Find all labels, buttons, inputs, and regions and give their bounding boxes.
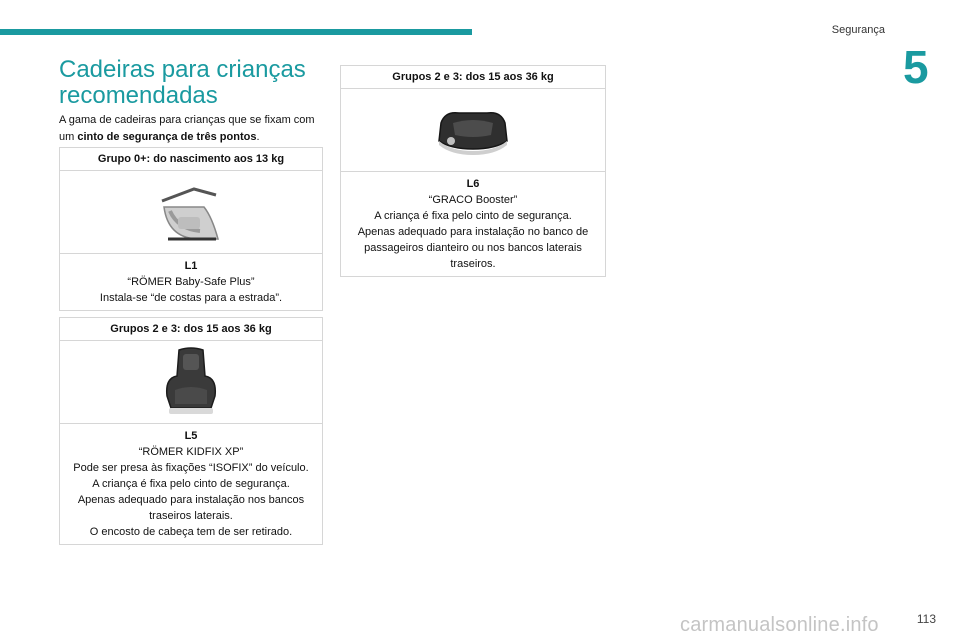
seat-image [60,341,322,424]
booster-cushion-icon [435,105,511,155]
high-back-booster-seat-icon [161,346,221,418]
infant-carrier-seat-icon [156,177,226,247]
header-accent-bar [0,29,472,35]
description-line: “RÖMER KIDFIX XP” [138,446,244,458]
intro-paragraph: A gama de cadeiras para crianças que se fixam com um cinto de segurança de três pontos. [59,114,315,143]
seat-image [60,171,322,254]
watermark: carmanualsonline.info [680,614,879,636]
chapter-number: 5 [903,41,929,93]
seat-table-l5 [59,317,323,545]
page-number: 113 [916,612,936,626]
table-header: Grupos 2 e 3: dos 15 aos 36 kg [60,318,322,341]
table-header: Grupos 2 e 3: dos 15 aos 36 kg [341,66,605,89]
table-description [60,254,322,310]
description-line: “RÖMER Baby-Safe Plus” [127,276,255,288]
seat-code: L6 [466,178,480,190]
seat-table-l6 [340,65,606,277]
description-line: Apenas adequado para instalação no banco de passageiros dianteiro ou nos bancos laterais traseiros. [357,226,589,270]
page-title: Cadeiras para crianças recomendadas [59,56,306,109]
description-line: Apenas adequado para instalação nos bancos traseiros laterais. [77,494,305,522]
table-description [341,172,605,276]
description-line: O encosto de cabeça tem de ser retirado. [89,526,293,538]
seat-code: L5 [184,430,198,442]
table-header: Grupo 0+: do nascimento aos 13 kg [60,148,322,171]
description-line: A criança é fixa pelo cinto de segurança. [374,210,572,222]
section-name: Segurança [831,24,885,36]
description-line: A criança é fixa pelo cinto de segurança. [92,478,290,490]
table-description [60,424,322,544]
description-line: Instala-se “de costas para a estrada”. [99,292,283,304]
seat-table-l1 [59,147,323,311]
description-line: “GRACO Booster” [428,194,518,206]
seat-code: L1 [184,260,198,272]
seat-image [341,89,605,172]
description-line: Pode ser presa às fixações “ISOFIX” do veículo. [73,462,309,474]
